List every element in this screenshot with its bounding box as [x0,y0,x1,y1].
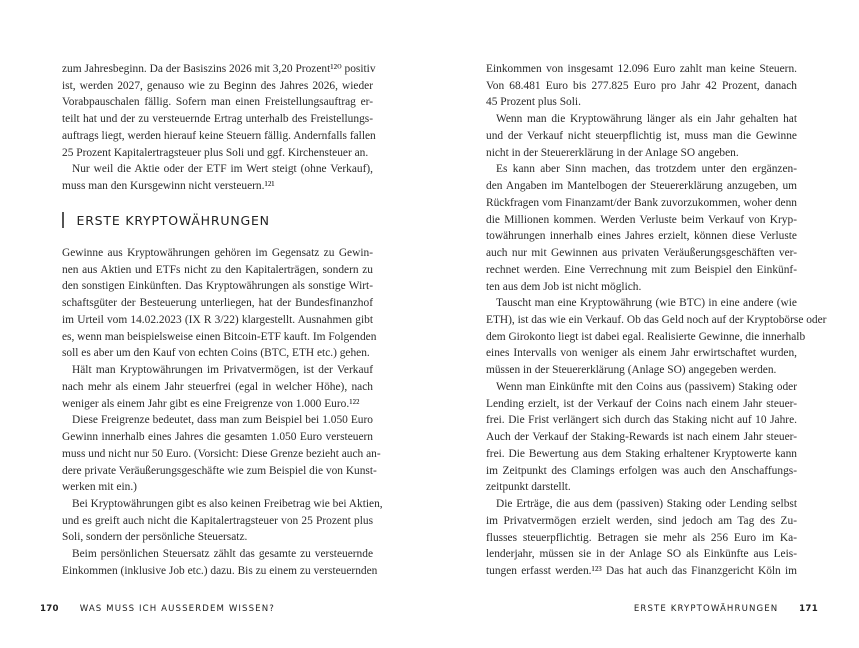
text-line: Diese Freigrenze bedeutet, dass man zum Beispiel bei 1.050 Euro [72,414,373,427]
text-line: Rückfragen vom Finanzamt/der Bank zuvorzukommen, woher denn [486,196,797,209]
text-line: Einkommen (inklusive Job etc.) dazu. Bis zu einem zu versteuernden [62,564,378,577]
text-line: Wenn man Einkünfte mit den Coins aus (passivem) Staking oder [496,380,797,393]
paragraph [486,161,797,295]
text-line: nach mehr als einem Jahr steuerfrei (egal in welcher Höhe), nach [62,380,373,393]
text-line: teilt hat und der zu versteuernde Ertrag unterhalb des Freistellungs- [62,113,373,126]
text-line: Vorabpauschalen fällig. Sofern man einen Freistellungsauftrag er- [62,96,373,109]
text-line: auch nur mit Gewinnen aus privaten Veräußerungsgeschäften ver- [486,247,797,260]
text-line: lenderjahr, müssen sie in der Anlage SO als Einkünfte aus Leis- [486,548,797,561]
heading-rule [62,212,64,228]
text-line: frei. Die Bewertung aus dem Staking erhaltener Kryptowerte kann [486,447,797,460]
text-line: Auch der Verkauf der Staking-Rewards ist nach einem Jahr steuer- [486,431,797,444]
paragraph [62,161,373,194]
text-line: im Urteil vom 14.02.2023 (IX R 3/22) klargestellt. Ausnahmen gibt [62,313,373,326]
paragraph [486,111,797,161]
text-line: 45 Prozent plus Soli. [486,96,581,109]
text-line: müssen in der Steuererklärung (Anlage SO) angegeben werden. [486,364,777,377]
text-line: weniger als einem Jahr gibt es eine Freigrenze von 1.000 Euro.¹²² [62,397,360,410]
paragraph [486,379,797,496]
text-line: 25 Prozent Kapitalertragsteuer plus Soli und ggf. Kirchensteuer an. [62,146,369,159]
right-page-text [486,61,827,580]
running-title-left: WAS MUSS ICH AUSSERDEM WISSEN? [79,604,275,614]
paragraph [62,61,376,161]
text-line: Beim persönlichen Steuersatz zählt das gesamte zu versteuernde [72,548,373,561]
right-footer [634,604,818,614]
paragraph [62,412,381,496]
page-number-right: 171 [799,604,818,614]
text-line: Von 68.481 Euro bis 277.825 Euro pro Jahr 42 Prozent, danach [486,79,797,92]
text-line: und es greift auch nicht die Kapitalertragsteuer von 25 Prozent plus [62,514,373,527]
paragraph [486,496,797,580]
left-footer [40,604,275,614]
text-line: im Privatvermögen erzielt werden, sind jedoch am Tag des Zu- [486,514,797,527]
text-line: Gewinne aus Kryptowährungen gehören im Gegensatz zu Gewin- [62,247,373,259]
text-line: frei. Die Frist verlängert sich durch das Staking nicht auf 10 Jahre. [486,414,797,427]
text-line: nicht in der Steuererklärung in der Anlage SO angeben. [486,146,739,159]
text-line: muss man den Kursgewinn nicht versteuern.¹²¹ [62,180,275,193]
text-line: dem Girokonto liegt ist dabei egal. Realisierte Gewinne, die innerhalb [486,330,806,343]
text-line: ETH), ist das wie ein Verkauf. Ob das Geld noch auf der Kryptobörse oder [486,314,827,327]
text-line: Einkommen von insgesamt 12.096 Euro zahlt man keine Steuern. [486,63,797,75]
left-page-text-before-heading [62,61,376,195]
text-line: Lending erzielt, ist der Verkauf der Coins nach einem Jahr steuer- [486,397,797,410]
paragraph [62,496,383,546]
text-line: schaftsgüter der Besteuerung unterliegen, hat der Bundesfinanzhof [62,297,373,310]
page-number-left: 170 [40,604,59,614]
text-line: und der Verkauf nicht steuerpflichtig ist, muss man die Gewinne [486,129,797,142]
left-page-text-after-heading [62,245,383,580]
text-line: den sonstigen Einkünften. Das Kryptowährungen als sonstige Wirt- [62,280,373,293]
paragraph [486,61,797,111]
text-line: towährungen innerhalb eines Jahres erzielt, können diese Verluste [486,230,797,243]
text-line: Gewinn innerhalb eines Jahres die gesamten 1.050 Euro versteuern [62,431,373,444]
text-line: Soli, sondern der persönliche Steuersatz. [62,531,248,544]
text-line: Wenn man die Kryptowährung länger als ein Jahr gehalten hat [496,113,797,126]
section-heading-text: ERSTE KRYPTOWÄHRUNGEN [76,212,270,228]
text-line: werken mit ein.) [62,481,137,494]
paragraph [62,245,377,362]
text-line: auftrags liegt, werden hierauf keine Steuern fällig. Andernfalls fallen [62,129,376,142]
text-line: rechnet werden. Eine Verrechnung mit zum Beispiel den Einkünf- [486,263,797,276]
text-line: den Angaben im Mantelbogen der Steuererklärung anzugeben, um [486,180,797,193]
text-line: im Zeitpunkt des Clamings erfolgen was auch den Anschaffungs- [486,464,797,477]
running-title-right: ERSTE KRYPTOWÄHRUNGEN [633,604,779,614]
text-line: Die Erträge, die aus dem (passiven) Staking oder Lending selbst [496,498,797,511]
text-line: flusses steuerpflichtig. Betragen sie mehr als 256 Euro im Ka- [486,531,797,544]
text-line: Nur weil die Aktie oder der ETF im Wert steigt (ohne Verkauf), [72,163,373,176]
text-line: muss und nicht nur 50 Euro. (Vorsicht: Diese Grenze bezieht auch an- [62,447,381,460]
text-line: tungen erfasst werden.¹²³ Das hat auch das Finanzgericht Köln im [486,565,797,578]
text-line: Es kann aber Sinn machen, das trotzdem unter den ergänzen- [496,163,797,176]
text-line: nen aus Aktien und ETFs nicht zu den Kapitalerträgen, sondern zu [62,263,373,276]
text-line: ten aus dem Job ist nicht möglich. [486,280,642,293]
text-line: soll es aber um den Kauf von echten Coins (BTC, ETH etc.) gehen. [62,347,370,360]
text-line: eines Intervalls von weniger als einem Jahr erwirtschaftet wurden, [486,347,797,360]
text-line: die Millionen kommen. Werden Verluste beim Verkauf von Kryp- [486,213,797,226]
paragraph [486,295,827,379]
text-line: es, wenn man beispielsweise einen Bitcoin-ETF kauft. Im Folgenden [62,330,377,343]
paragraph [62,362,373,412]
section-heading [62,211,270,229]
text-line: zum Jahresbeginn. Da der Basiszins 2026 mit 3,20 Prozent¹²⁰ positiv [62,63,376,75]
paragraph [62,546,378,579]
text-line: zeitpunkt darstellt. [486,481,571,494]
text-line: dere private Veräußerungsgeschäfte wie zum Beispiel die von Kunst- [62,464,377,477]
text-line: Bei Kryptowährungen gibt es also keinen Freibetrag wie bei Aktien, [72,498,383,511]
text-line: Hält man Kryptowährungen im Privatvermögen, ist der Verkauf [72,364,373,377]
text-line: Tauscht man eine Kryptowährung (wie BTC) in eine andere (wie [496,297,797,310]
text-line: ist, werden 2027, genauso wie zu Beginn des Jahres 2026, wieder [62,79,373,92]
